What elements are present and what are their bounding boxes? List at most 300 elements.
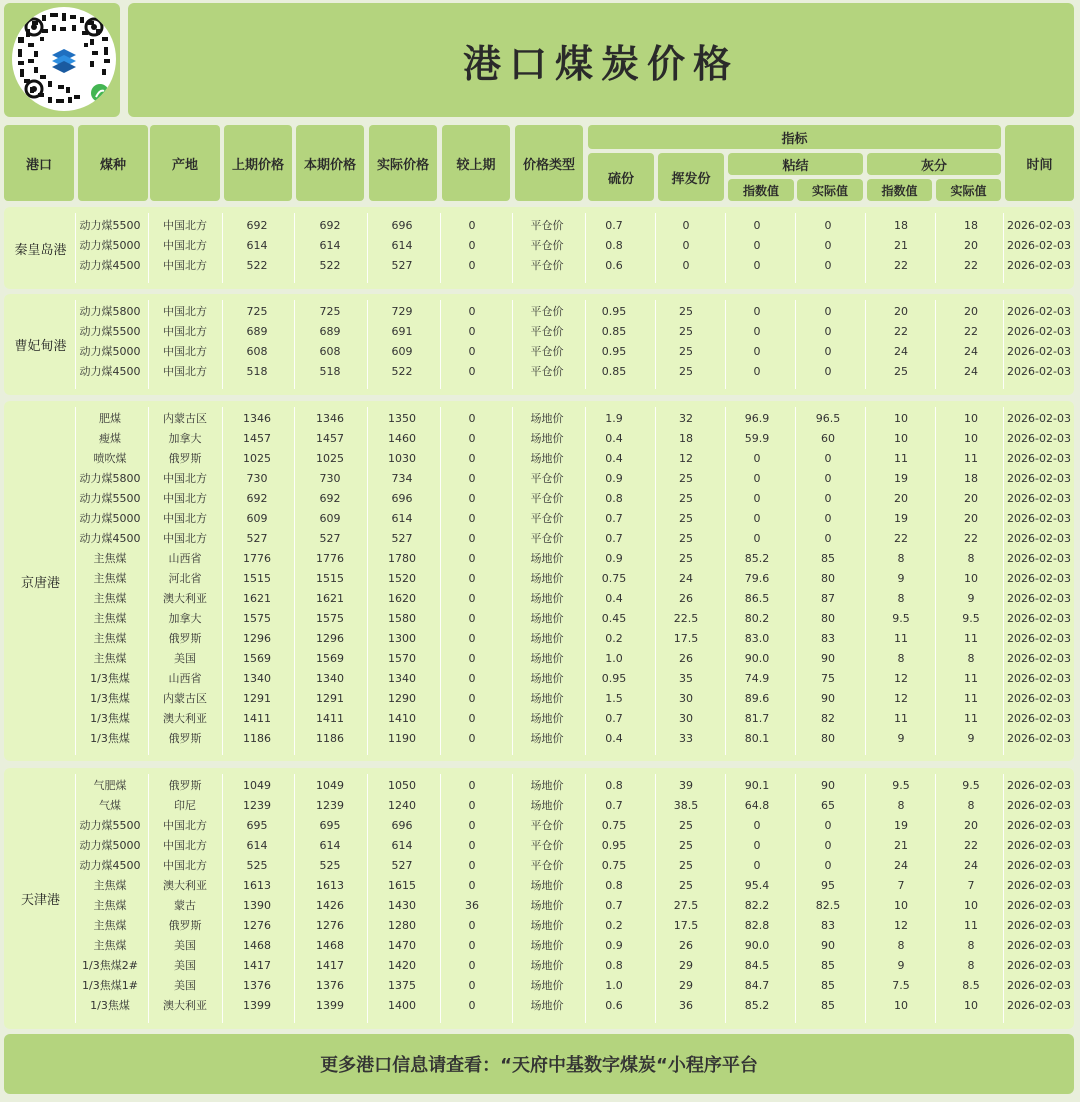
cell-ash-index: 21 xyxy=(894,839,908,852)
header-curr-price: 本期价格 xyxy=(296,125,364,201)
cell-ash-actual: 18 xyxy=(964,472,978,485)
cell-actual-price: 614 xyxy=(391,239,413,252)
cell-curr-price: 1613 xyxy=(316,879,344,892)
cell-origin: 中国北方 xyxy=(163,839,207,852)
cell-time: 2026-02-03 xyxy=(1007,999,1071,1012)
cell-ash-index: 19 xyxy=(894,819,908,832)
cell-coal-type: 主焦煤 xyxy=(93,632,127,645)
cell-actual-price: 609 xyxy=(391,345,413,358)
table-row xyxy=(4,796,1074,816)
cell-sulfur: 0.7 xyxy=(605,219,623,232)
cell-prev-price: 1468 xyxy=(243,939,271,952)
cell-caking-actual: 0 xyxy=(824,345,832,358)
cell-ash-actual: 22 xyxy=(964,532,978,545)
cell-curr-price: 1399 xyxy=(316,999,344,1012)
cell-prev-price: 518 xyxy=(246,365,268,378)
cell-price-type: 场地价 xyxy=(530,552,564,565)
footer-text: 更多港口信息请查看：“天府中基数字煤炭“小程序平台 xyxy=(320,1055,758,1076)
cell-actual-price: 729 xyxy=(391,305,413,318)
cell-ash-actual: 10 xyxy=(964,572,978,585)
cell-ash-actual: 24 xyxy=(964,859,978,872)
cell-sulfur: 0.7 xyxy=(605,899,623,912)
cell-ash-index: 12 xyxy=(894,672,908,685)
cell-prev-price: 1569 xyxy=(243,652,271,665)
cell-prev-price: 1776 xyxy=(243,552,271,565)
cell-change: 0 xyxy=(468,692,476,705)
cell-change: 0 xyxy=(468,939,476,952)
cell-prev-price: 692 xyxy=(246,492,268,505)
cell-prev-price: 1340 xyxy=(243,672,271,685)
cell-ash-index: 8 xyxy=(897,652,905,665)
cell-change: 0 xyxy=(468,879,476,892)
cell-time: 2026-02-03 xyxy=(1007,732,1071,745)
cell-change: 0 xyxy=(468,819,476,832)
cell-ash-index: 10 xyxy=(894,999,908,1012)
cell-ash-index: 25 xyxy=(894,365,908,378)
cell-ash-index: 9 xyxy=(897,732,905,745)
cell-actual-price: 691 xyxy=(391,325,413,338)
cell-caking-actual: 85 xyxy=(821,999,835,1012)
cell-coal-type: 瘦煤 xyxy=(99,432,121,445)
cell-curr-price: 692 xyxy=(319,219,341,232)
cell-prev-price: 1049 xyxy=(243,779,271,792)
cell-price-type: 场地价 xyxy=(530,999,564,1012)
cell-volatile: 17.5 xyxy=(673,632,699,645)
cell-coal-type: 气肥煤 xyxy=(93,779,127,792)
cell-change: 0 xyxy=(468,979,476,992)
cell-coal-type: 动力煤5500 xyxy=(79,819,141,832)
cell-caking-actual: 60 xyxy=(821,432,835,445)
cell-volatile: 33 xyxy=(679,732,693,745)
cell-prev-price: 692 xyxy=(246,219,268,232)
cell-time: 2026-02-03 xyxy=(1007,859,1071,872)
cell-caking-actual: 80 xyxy=(821,572,835,585)
cell-curr-price: 1186 xyxy=(316,732,344,745)
cell-change: 0 xyxy=(468,432,476,445)
table-row xyxy=(4,449,1074,469)
cell-coal-type: 动力煤4500 xyxy=(79,859,141,872)
table-row xyxy=(4,816,1074,836)
cell-curr-price: 522 xyxy=(319,259,341,272)
cell-volatile: 30 xyxy=(679,712,693,725)
cell-ash-actual: 8 xyxy=(967,799,975,812)
brand-logo-icon xyxy=(46,41,82,77)
cell-prev-price: 1411 xyxy=(243,712,271,725)
cell-price-type: 场地价 xyxy=(530,712,564,725)
port-name: 曹妃甸港 xyxy=(14,339,67,354)
cell-caking-index: 90.0 xyxy=(744,652,770,665)
cell-coal-type: 主焦煤 xyxy=(93,652,127,665)
cell-sulfur: 0.8 xyxy=(605,959,623,972)
cell-volatile: 36 xyxy=(679,999,693,1012)
cell-caking-index: 85.2 xyxy=(744,552,770,565)
cell-coal-type: 主焦煤 xyxy=(93,919,127,932)
cell-price-type: 场地价 xyxy=(530,799,564,812)
table-row xyxy=(4,549,1074,569)
cell-actual-price: 522 xyxy=(391,365,413,378)
cell-ash-actual: 20 xyxy=(964,239,978,252)
cell-caking-actual: 0 xyxy=(824,532,832,545)
cell-ash-actual: 10 xyxy=(964,432,978,445)
cell-time: 2026-02-03 xyxy=(1007,712,1071,725)
cell-time: 2026-02-03 xyxy=(1007,819,1071,832)
cell-caking-index: 0 xyxy=(753,259,761,272)
cell-caking-actual: 83 xyxy=(821,919,835,932)
cell-actual-price: 614 xyxy=(391,512,413,525)
cell-price-type: 平仓价 xyxy=(530,532,564,545)
cell-time: 2026-02-03 xyxy=(1007,939,1071,952)
cell-volatile: 26 xyxy=(679,939,693,952)
cell-caking-index: 0 xyxy=(753,492,761,505)
cell-coal-type: 动力煤4500 xyxy=(79,259,141,272)
cell-origin: 河北省 xyxy=(168,572,202,585)
qr-code[interactable] xyxy=(12,7,116,111)
cell-caking-index: 0 xyxy=(753,472,761,485)
cell-caking-index: 96.9 xyxy=(744,412,770,425)
cell-change: 0 xyxy=(468,219,476,232)
cell-time: 2026-02-03 xyxy=(1007,532,1071,545)
cell-sulfur: 0.6 xyxy=(605,999,623,1012)
cell-coal-type: 动力煤5000 xyxy=(79,345,141,358)
table-row xyxy=(4,856,1074,876)
cell-price-type: 平仓价 xyxy=(530,239,564,252)
cell-price-type: 平仓价 xyxy=(530,345,564,358)
cell-volatile: 0 xyxy=(682,219,690,232)
port-group xyxy=(4,768,1074,1029)
cell-actual-price: 1420 xyxy=(388,959,416,972)
cell-origin: 中国北方 xyxy=(163,325,207,338)
cell-coal-type: 气煤 xyxy=(99,799,121,812)
cell-origin: 俄罗斯 xyxy=(168,779,202,792)
cell-actual-price: 1430 xyxy=(388,899,416,912)
cell-actual-price: 1460 xyxy=(388,432,416,445)
cell-caking-actual: 90 xyxy=(821,939,835,952)
cell-price-type: 平仓价 xyxy=(530,305,564,318)
cell-price-type: 场地价 xyxy=(530,592,564,605)
cell-prev-price: 614 xyxy=(246,839,268,852)
cell-curr-price: 1025 xyxy=(316,452,344,465)
cell-ash-index: 8 xyxy=(897,592,905,605)
cell-volatile: 35 xyxy=(679,672,693,685)
table-row xyxy=(4,976,1074,996)
header-ash-actual: 实际值 xyxy=(936,179,1001,201)
cell-caking-index: 0 xyxy=(753,305,761,318)
cell-prev-price: 1186 xyxy=(243,732,271,745)
cell-caking-actual: 90 xyxy=(821,692,835,705)
table-row xyxy=(4,709,1074,729)
cell-ash-actual: 18 xyxy=(964,219,978,232)
cell-ash-actual: 9 xyxy=(967,732,975,745)
cell-prev-price: 1276 xyxy=(243,919,271,932)
cell-curr-price: 1296 xyxy=(316,632,344,645)
cell-curr-price: 614 xyxy=(319,839,341,852)
cell-caking-actual: 65 xyxy=(821,799,835,812)
cell-sulfur: 0.7 xyxy=(605,799,623,812)
cell-caking-index: 64.8 xyxy=(744,799,770,812)
cell-prev-price: 1621 xyxy=(243,592,271,605)
cell-caking-index: 86.5 xyxy=(744,592,770,605)
cell-coal-type: 动力煤5500 xyxy=(79,492,141,505)
cell-price-type: 平仓价 xyxy=(530,472,564,485)
cell-ash-actual: 11 xyxy=(964,452,978,465)
cell-time: 2026-02-03 xyxy=(1007,779,1071,792)
cell-price-type: 平仓价 xyxy=(530,492,564,505)
cell-actual-price: 1350 xyxy=(388,412,416,425)
cell-sulfur: 0.9 xyxy=(605,552,623,565)
cell-ash-index: 7.5 xyxy=(892,979,910,992)
cell-coal-type: 1/3焦煤 xyxy=(90,672,130,685)
cell-sulfur: 1.9 xyxy=(605,412,623,425)
cell-ash-actual: 11 xyxy=(964,692,978,705)
cell-caking-actual: 0 xyxy=(824,365,832,378)
header-caking-index: 指数值 xyxy=(728,179,794,201)
cell-curr-price: 1575 xyxy=(316,612,344,625)
cell-sulfur: 0.75 xyxy=(601,572,627,585)
cell-caking-actual: 90 xyxy=(821,779,835,792)
cell-sulfur: 0.8 xyxy=(605,492,623,505)
cell-time: 2026-02-03 xyxy=(1007,979,1071,992)
cell-volatile: 0 xyxy=(682,239,690,252)
table-row xyxy=(4,689,1074,709)
cell-change: 0 xyxy=(468,552,476,565)
cell-curr-price: 1457 xyxy=(316,432,344,445)
cell-volatile: 25 xyxy=(679,365,693,378)
cell-price-type: 场地价 xyxy=(530,919,564,932)
cell-origin: 俄罗斯 xyxy=(168,732,202,745)
cell-origin: 中国北方 xyxy=(163,492,207,505)
cell-change: 0 xyxy=(468,259,476,272)
cell-change: 0 xyxy=(468,959,476,972)
cell-volatile: 25 xyxy=(679,532,693,545)
cell-curr-price: 1049 xyxy=(316,779,344,792)
table-row xyxy=(4,409,1074,429)
cell-curr-price: 730 xyxy=(319,472,341,485)
cell-time: 2026-02-03 xyxy=(1007,919,1071,932)
cell-change: 0 xyxy=(468,799,476,812)
cell-ash-actual: 7 xyxy=(967,879,975,892)
cell-caking-index: 0 xyxy=(753,365,761,378)
cell-price-type: 场地价 xyxy=(530,432,564,445)
cell-curr-price: 1468 xyxy=(316,939,344,952)
port-name: 秦皇岛港 xyxy=(14,242,67,258)
cell-origin: 美国 xyxy=(174,959,196,972)
cell-change: 0 xyxy=(468,365,476,378)
cell-ash-index: 9 xyxy=(897,572,905,585)
table-row xyxy=(4,216,1074,236)
cell-prev-price: 609 xyxy=(246,512,268,525)
cell-actual-price: 1290 xyxy=(388,692,416,705)
cell-time: 2026-02-03 xyxy=(1007,552,1071,565)
cell-price-type: 场地价 xyxy=(530,899,564,912)
header-port: 港口 xyxy=(4,125,74,201)
cell-ash-index: 22 xyxy=(894,259,908,272)
cell-volatile: 25 xyxy=(679,325,693,338)
cell-prev-price: 725 xyxy=(246,305,268,318)
cell-time: 2026-02-03 xyxy=(1007,259,1071,272)
cell-time: 2026-02-03 xyxy=(1007,632,1071,645)
cell-change: 0 xyxy=(468,672,476,685)
cell-volatile: 17.5 xyxy=(673,919,699,932)
cell-caking-index: 0 xyxy=(753,839,761,852)
cell-sulfur: 0.9 xyxy=(605,472,623,485)
cell-curr-price: 695 xyxy=(319,819,341,832)
cell-time: 2026-02-03 xyxy=(1007,959,1071,972)
cell-origin: 俄罗斯 xyxy=(168,632,202,645)
cell-ash-actual: 24 xyxy=(964,345,978,358)
table-row xyxy=(4,342,1074,362)
cell-sulfur: 0.95 xyxy=(601,345,627,358)
cell-volatile: 0 xyxy=(682,259,690,272)
cell-actual-price: 1620 xyxy=(388,592,416,605)
cell-caking-actual: 75 xyxy=(821,672,835,685)
cell-prev-price: 525 xyxy=(246,859,268,872)
cell-coal-type: 喷吹煤 xyxy=(93,452,127,465)
cell-price-type: 平仓价 xyxy=(530,219,564,232)
mini-program-qr-card[interactable] xyxy=(4,3,120,117)
cell-sulfur: 0.2 xyxy=(605,919,623,932)
cell-ash-actual: 9.5 xyxy=(962,612,980,625)
cell-origin: 美国 xyxy=(174,979,196,992)
cell-volatile: 25 xyxy=(679,492,693,505)
cell-price-type: 场地价 xyxy=(530,452,564,465)
cell-caking-actual: 85 xyxy=(821,959,835,972)
cell-caking-index: 0 xyxy=(753,325,761,338)
cell-price-type: 平仓价 xyxy=(530,512,564,525)
table-row xyxy=(4,936,1074,956)
cell-prev-price: 1390 xyxy=(243,899,271,912)
cell-curr-price: 1340 xyxy=(316,672,344,685)
cell-coal-type: 动力煤5000 xyxy=(79,839,141,852)
cell-volatile: 25 xyxy=(679,305,693,318)
cell-price-type: 平仓价 xyxy=(530,365,564,378)
cell-origin: 澳大利亚 xyxy=(163,999,207,1012)
cell-curr-price: 1417 xyxy=(316,959,344,972)
cell-actual-price: 527 xyxy=(391,859,413,872)
cell-origin: 山西省 xyxy=(168,672,202,685)
cell-volatile: 26 xyxy=(679,652,693,665)
cell-actual-price: 1030 xyxy=(388,452,416,465)
cell-coal-type: 动力煤5500 xyxy=(79,219,141,232)
cell-actual-price: 1470 xyxy=(388,939,416,952)
cell-prev-price: 614 xyxy=(246,239,268,252)
cell-ash-actual: 22 xyxy=(964,325,978,338)
cell-prev-price: 1457 xyxy=(243,432,271,445)
cell-ash-index: 18 xyxy=(894,219,908,232)
cell-time: 2026-02-03 xyxy=(1007,239,1071,252)
cell-ash-actual: 20 xyxy=(964,492,978,505)
cell-caking-actual: 0 xyxy=(824,839,832,852)
cell-change: 0 xyxy=(468,919,476,932)
cell-curr-price: 518 xyxy=(319,365,341,378)
cell-volatile: 25 xyxy=(679,879,693,892)
cell-volatile: 38.5 xyxy=(673,799,699,812)
cell-caking-index: 85.2 xyxy=(744,999,770,1012)
cell-sulfur: 0.8 xyxy=(605,779,623,792)
cell-time: 2026-02-03 xyxy=(1007,365,1071,378)
cell-curr-price: 1776 xyxy=(316,552,344,565)
cell-actual-price: 1300 xyxy=(388,632,416,645)
cell-ash-actual: 11 xyxy=(964,919,978,932)
table-row xyxy=(4,302,1074,322)
cell-sulfur: 0.8 xyxy=(605,879,623,892)
cell-actual-price: 1410 xyxy=(388,712,416,725)
cell-origin: 加拿大 xyxy=(168,432,202,445)
cell-actual-price: 1615 xyxy=(388,879,416,892)
cell-curr-price: 1376 xyxy=(316,979,344,992)
cell-origin: 中国北方 xyxy=(163,472,207,485)
cell-time: 2026-02-03 xyxy=(1007,672,1071,685)
cell-time: 2026-02-03 xyxy=(1007,879,1071,892)
cell-origin: 中国北方 xyxy=(163,512,207,525)
cell-price-type: 场地价 xyxy=(530,959,564,972)
cell-time: 2026-02-03 xyxy=(1007,492,1071,505)
cell-curr-price: 1276 xyxy=(316,919,344,932)
cell-price-type: 平仓价 xyxy=(530,259,564,272)
cell-prev-price: 1613 xyxy=(243,879,271,892)
cell-time: 2026-02-03 xyxy=(1007,432,1071,445)
cell-sulfur: 1.5 xyxy=(605,692,623,705)
cell-curr-price: 725 xyxy=(319,305,341,318)
cell-sulfur: 0.85 xyxy=(601,325,627,338)
cell-caking-index: 83.0 xyxy=(744,632,770,645)
table-row xyxy=(4,629,1074,649)
cell-actual-price: 1570 xyxy=(388,652,416,665)
cell-prev-price: 1575 xyxy=(243,612,271,625)
cell-ash-index: 24 xyxy=(894,859,908,872)
page-title: 港口煤炭价格 xyxy=(462,41,739,86)
cell-origin: 美国 xyxy=(174,652,196,665)
cell-ash-actual: 20 xyxy=(964,305,978,318)
cell-prev-price: 1346 xyxy=(243,412,271,425)
footer-banner[interactable] xyxy=(4,1034,1074,1094)
cell-origin: 印尼 xyxy=(174,799,196,812)
cell-price-type: 场地价 xyxy=(530,672,564,685)
cell-caking-actual: 83 xyxy=(821,632,835,645)
cell-time: 2026-02-03 xyxy=(1007,305,1071,318)
cell-caking-index: 59.9 xyxy=(744,432,770,445)
cell-sulfur: 0.45 xyxy=(601,612,627,625)
cell-sulfur: 0.7 xyxy=(605,712,623,725)
cell-time: 2026-02-03 xyxy=(1007,219,1071,232)
table-row xyxy=(4,609,1074,629)
port-group xyxy=(4,207,1074,289)
cell-ash-index: 12 xyxy=(894,919,908,932)
cell-caking-index: 0 xyxy=(753,452,761,465)
cell-prev-price: 1239 xyxy=(243,799,271,812)
cell-change: 0 xyxy=(468,779,476,792)
cell-actual-price: 1520 xyxy=(388,572,416,585)
cell-coal-type: 1/3焦煤 xyxy=(90,712,130,725)
cell-change: 0 xyxy=(468,839,476,852)
cell-price-type: 场地价 xyxy=(530,652,564,665)
header-caking: 粘结 xyxy=(728,153,863,175)
table-row xyxy=(4,362,1074,382)
cell-coal-type: 主焦煤 xyxy=(93,939,127,952)
cell-actual-price: 1240 xyxy=(388,799,416,812)
cell-sulfur: 0.8 xyxy=(605,239,623,252)
cell-coal-type: 1/3焦煤 xyxy=(90,692,130,705)
table-row xyxy=(4,469,1074,489)
cell-ash-index: 9.5 xyxy=(892,779,910,792)
port-group xyxy=(4,294,1074,395)
cell-caking-index: 90.1 xyxy=(744,779,770,792)
cell-ash-actual: 20 xyxy=(964,512,978,525)
cell-time: 2026-02-03 xyxy=(1007,412,1071,425)
cell-curr-price: 1239 xyxy=(316,799,344,812)
cell-sulfur: 0.75 xyxy=(601,859,627,872)
cell-caking-actual: 0 xyxy=(824,512,832,525)
cell-time: 2026-02-03 xyxy=(1007,612,1071,625)
